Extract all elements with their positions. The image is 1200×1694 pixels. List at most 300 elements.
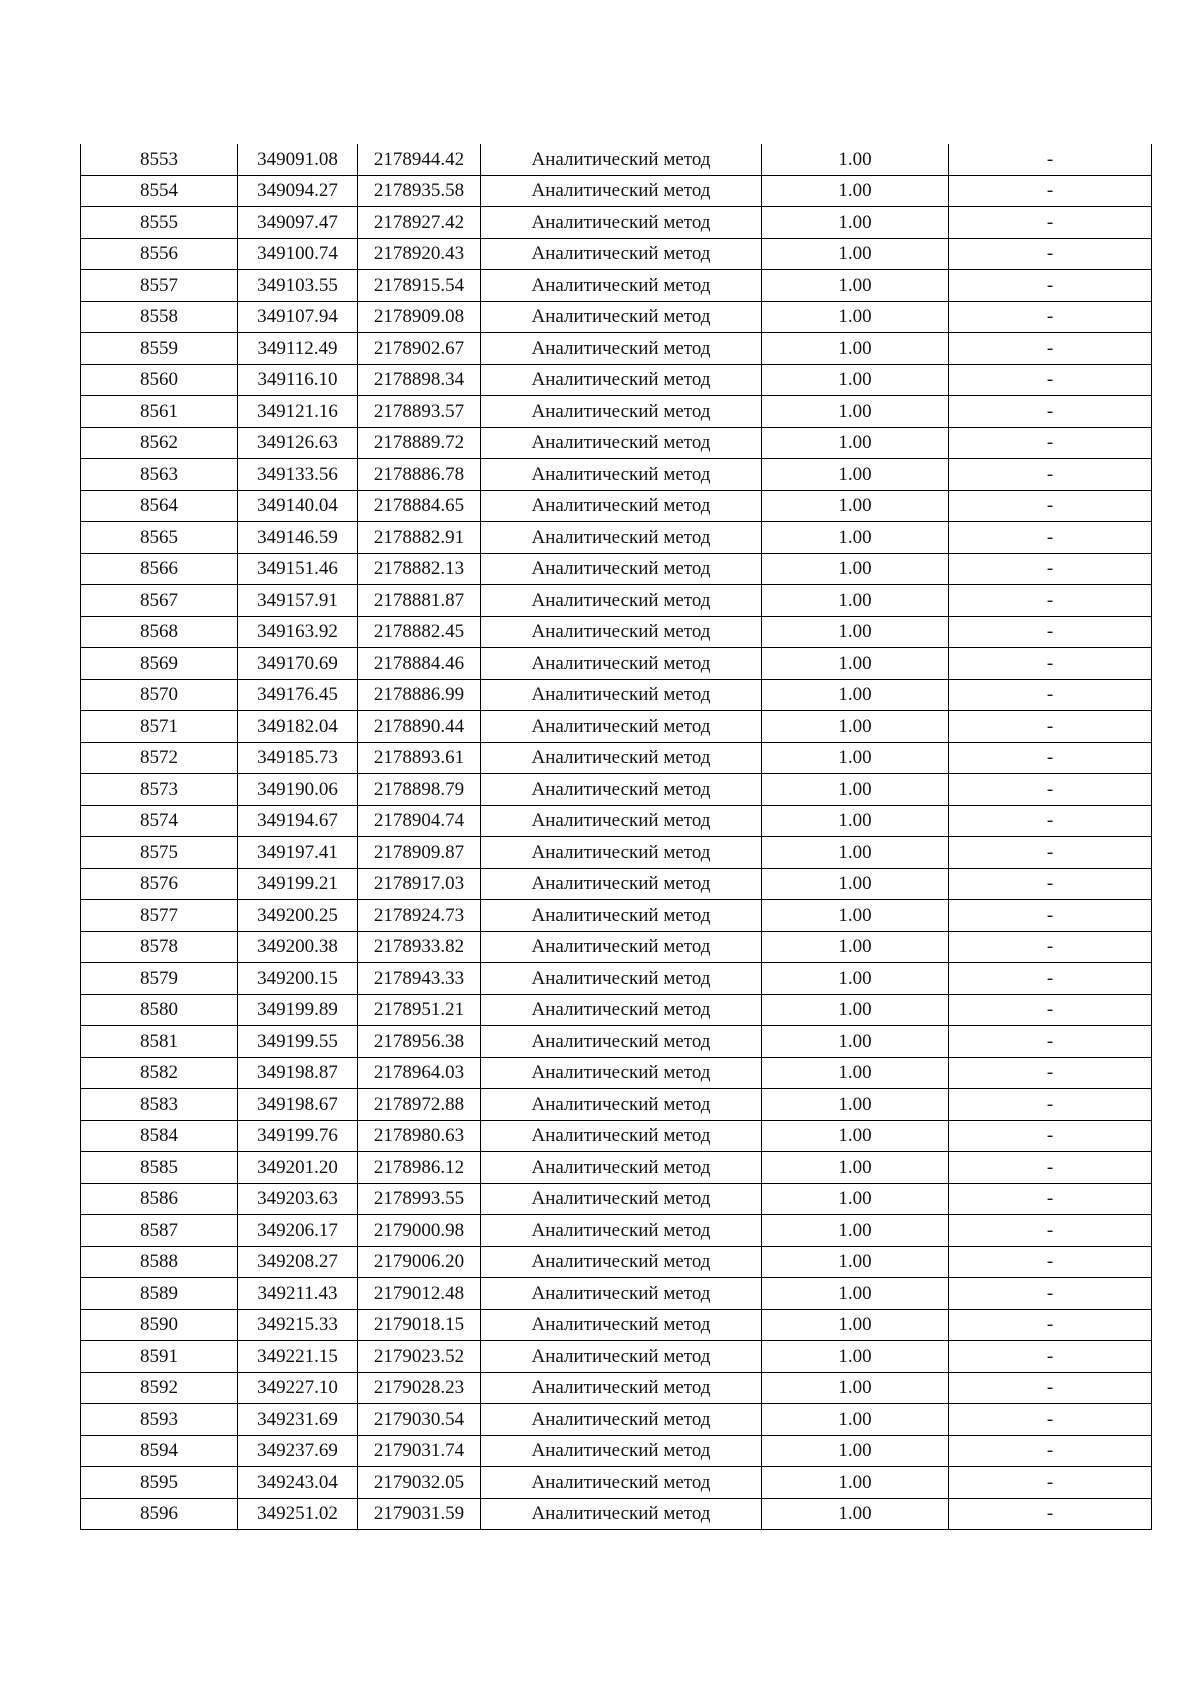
method-cell: Аналитический метод [481, 774, 762, 806]
description-cell: - [949, 742, 1152, 774]
accuracy-cell: 1.00 [762, 144, 949, 175]
x-coordinate-cell: 349200.15 [238, 963, 358, 995]
method-cell: Аналитический метод [481, 805, 762, 837]
description-cell: - [949, 459, 1152, 491]
method-cell: Аналитический метод [481, 1467, 762, 1499]
point-number-cell: 8588 [81, 1246, 238, 1278]
x-coordinate-cell: 349251.02 [238, 1498, 358, 1530]
table-row [81, 585, 1152, 617]
coordinates-table [80, 144, 1152, 1530]
description-cell: - [949, 144, 1152, 175]
table-row [81, 1215, 1152, 1247]
description-cell: - [949, 1089, 1152, 1121]
point-number-cell: 8575 [81, 837, 238, 869]
description-cell: - [949, 679, 1152, 711]
description-cell: - [949, 900, 1152, 932]
x-coordinate-cell: 349182.04 [238, 711, 358, 743]
accuracy-cell: 1.00 [762, 459, 949, 491]
description-cell: - [949, 711, 1152, 743]
description-cell: - [949, 270, 1152, 302]
point-number-cell: 8577 [81, 900, 238, 932]
x-coordinate-cell: 349163.92 [238, 616, 358, 648]
description-cell: - [949, 805, 1152, 837]
method-cell: Аналитический метод [481, 175, 762, 207]
point-number-cell: 8568 [81, 616, 238, 648]
x-coordinate-cell: 349133.56 [238, 459, 358, 491]
method-cell: Аналитический метод [481, 900, 762, 932]
point-number-cell: 8590 [81, 1309, 238, 1341]
y-coordinate-cell: 2178943.33 [358, 963, 481, 995]
table-row [81, 364, 1152, 396]
accuracy-cell: 1.00 [762, 837, 949, 869]
x-coordinate-cell: 349243.04 [238, 1467, 358, 1499]
point-number-cell: 8564 [81, 490, 238, 522]
method-cell: Аналитический метод [481, 301, 762, 333]
method-cell: Аналитический метод [481, 742, 762, 774]
y-coordinate-cell: 2178886.99 [358, 679, 481, 711]
description-cell: - [949, 301, 1152, 333]
accuracy-cell: 1.00 [762, 868, 949, 900]
description-cell: - [949, 1026, 1152, 1058]
description-cell: - [949, 1215, 1152, 1247]
point-number-cell: 8561 [81, 396, 238, 428]
description-cell: - [949, 963, 1152, 995]
point-number-cell: 8567 [81, 585, 238, 617]
table-row [81, 994, 1152, 1026]
table-row [81, 301, 1152, 333]
description-cell: - [949, 868, 1152, 900]
y-coordinate-cell: 2178917.03 [358, 868, 481, 900]
point-number-cell: 8560 [81, 364, 238, 396]
point-number-cell: 8574 [81, 805, 238, 837]
accuracy-cell: 1.00 [762, 1498, 949, 1530]
accuracy-cell: 1.00 [762, 994, 949, 1026]
point-number-cell: 8581 [81, 1026, 238, 1058]
description-cell: - [949, 364, 1152, 396]
point-number-cell: 8572 [81, 742, 238, 774]
x-coordinate-cell: 349211.43 [238, 1278, 358, 1310]
method-cell: Аналитический метод [481, 1341, 762, 1373]
x-coordinate-cell: 349170.69 [238, 648, 358, 680]
point-number-cell: 8589 [81, 1278, 238, 1310]
x-coordinate-cell: 349190.06 [238, 774, 358, 806]
point-number-cell: 8558 [81, 301, 238, 333]
description-cell: - [949, 522, 1152, 554]
x-coordinate-cell: 349100.74 [238, 238, 358, 270]
point-number-cell: 8585 [81, 1152, 238, 1184]
y-coordinate-cell: 2178893.57 [358, 396, 481, 428]
accuracy-cell: 1.00 [762, 805, 949, 837]
x-coordinate-cell: 349126.63 [238, 427, 358, 459]
description-cell: - [949, 553, 1152, 585]
description-cell: - [949, 774, 1152, 806]
table-row [81, 742, 1152, 774]
point-number-cell: 8563 [81, 459, 238, 491]
accuracy-cell: 1.00 [762, 1341, 949, 1373]
x-coordinate-cell: 349198.87 [238, 1057, 358, 1089]
description-cell: - [949, 1435, 1152, 1467]
y-coordinate-cell: 2178909.08 [358, 301, 481, 333]
table-row [81, 616, 1152, 648]
table-row [81, 175, 1152, 207]
accuracy-cell: 1.00 [762, 679, 949, 711]
table-row [81, 1467, 1152, 1499]
point-number-cell: 8578 [81, 931, 238, 963]
method-cell: Аналитический метод [481, 711, 762, 743]
y-coordinate-cell: 2178882.91 [358, 522, 481, 554]
accuracy-cell: 1.00 [762, 1152, 949, 1184]
description-cell: - [949, 490, 1152, 522]
table-row [81, 1026, 1152, 1058]
method-cell: Аналитический метод [481, 1404, 762, 1436]
x-coordinate-cell: 349103.55 [238, 270, 358, 302]
table-row [81, 1152, 1152, 1184]
x-coordinate-cell: 349107.94 [238, 301, 358, 333]
method-cell: Аналитический метод [481, 1215, 762, 1247]
accuracy-cell: 1.00 [762, 396, 949, 428]
description-cell: - [949, 175, 1152, 207]
point-number-cell: 8594 [81, 1435, 238, 1467]
description-cell: - [949, 396, 1152, 428]
point-number-cell: 8587 [81, 1215, 238, 1247]
accuracy-cell: 1.00 [762, 364, 949, 396]
accuracy-cell: 1.00 [762, 585, 949, 617]
description-cell: - [949, 1152, 1152, 1184]
description-cell: - [949, 1341, 1152, 1373]
method-cell: Аналитический метод [481, 679, 762, 711]
method-cell: Аналитический метод [481, 1089, 762, 1121]
table-row [81, 805, 1152, 837]
method-cell: Аналитический метод [481, 396, 762, 428]
x-coordinate-cell: 349199.21 [238, 868, 358, 900]
y-coordinate-cell: 2178915.54 [358, 270, 481, 302]
method-cell: Аналитический метод [481, 364, 762, 396]
accuracy-cell: 1.00 [762, 1026, 949, 1058]
x-coordinate-cell: 349201.20 [238, 1152, 358, 1184]
table-row [81, 490, 1152, 522]
accuracy-cell: 1.00 [762, 648, 949, 680]
description-cell: - [949, 427, 1152, 459]
point-number-cell: 8580 [81, 994, 238, 1026]
y-coordinate-cell: 2178890.44 [358, 711, 481, 743]
x-coordinate-cell: 349237.69 [238, 1435, 358, 1467]
description-cell: - [949, 1120, 1152, 1152]
accuracy-cell: 1.00 [762, 1278, 949, 1310]
x-coordinate-cell: 349094.27 [238, 175, 358, 207]
table-row [81, 774, 1152, 806]
description-cell: - [949, 1467, 1152, 1499]
method-cell: Аналитический метод [481, 963, 762, 995]
method-cell: Аналитический метод [481, 1152, 762, 1184]
y-coordinate-cell: 2178933.82 [358, 931, 481, 963]
x-coordinate-cell: 349112.49 [238, 333, 358, 365]
method-cell: Аналитический метод [481, 994, 762, 1026]
method-cell: Аналитический метод [481, 270, 762, 302]
method-cell: Аналитический метод [481, 868, 762, 900]
accuracy-cell: 1.00 [762, 522, 949, 554]
method-cell: Аналитический метод [481, 1498, 762, 1530]
accuracy-cell: 1.00 [762, 900, 949, 932]
x-coordinate-cell: 349097.47 [238, 207, 358, 239]
x-coordinate-cell: 349198.67 [238, 1089, 358, 1121]
point-number-cell: 8553 [81, 144, 238, 175]
table-row [81, 238, 1152, 270]
x-coordinate-cell: 349140.04 [238, 490, 358, 522]
y-coordinate-cell: 2178909.87 [358, 837, 481, 869]
point-number-cell: 8557 [81, 270, 238, 302]
method-cell: Аналитический метод [481, 1246, 762, 1278]
description-cell: - [949, 837, 1152, 869]
y-coordinate-cell: 2178898.79 [358, 774, 481, 806]
accuracy-cell: 1.00 [762, 711, 949, 743]
x-coordinate-cell: 349199.55 [238, 1026, 358, 1058]
x-coordinate-cell: 349199.89 [238, 994, 358, 1026]
description-cell: - [949, 585, 1152, 617]
point-number-cell: 8571 [81, 711, 238, 743]
table-row [81, 1341, 1152, 1373]
y-coordinate-cell: 2179012.48 [358, 1278, 481, 1310]
method-cell: Аналитический метод [481, 1372, 762, 1404]
point-number-cell: 8559 [81, 333, 238, 365]
table-row [81, 396, 1152, 428]
point-number-cell: 8582 [81, 1057, 238, 1089]
x-coordinate-cell: 349208.27 [238, 1246, 358, 1278]
description-cell: - [949, 1498, 1152, 1530]
accuracy-cell: 1.00 [762, 742, 949, 774]
y-coordinate-cell: 2178927.42 [358, 207, 481, 239]
description-cell: - [949, 994, 1152, 1026]
accuracy-cell: 1.00 [762, 1057, 949, 1089]
table-row [81, 522, 1152, 554]
point-number-cell: 8562 [81, 427, 238, 459]
table-row [81, 1372, 1152, 1404]
coordinates-table-body [81, 144, 1152, 1530]
accuracy-cell: 1.00 [762, 963, 949, 995]
accuracy-cell: 1.00 [762, 1183, 949, 1215]
description-cell: - [949, 616, 1152, 648]
point-number-cell: 8583 [81, 1089, 238, 1121]
table-row [81, 1246, 1152, 1278]
y-coordinate-cell: 2178972.88 [358, 1089, 481, 1121]
point-number-cell: 8576 [81, 868, 238, 900]
y-coordinate-cell: 2178889.72 [358, 427, 481, 459]
x-coordinate-cell: 349227.10 [238, 1372, 358, 1404]
table-row [81, 1183, 1152, 1215]
table-row [81, 1120, 1152, 1152]
accuracy-cell: 1.00 [762, 175, 949, 207]
accuracy-cell: 1.00 [762, 301, 949, 333]
accuracy-cell: 1.00 [762, 1372, 949, 1404]
description-cell: - [949, 1246, 1152, 1278]
y-coordinate-cell: 2178924.73 [358, 900, 481, 932]
y-coordinate-cell: 2178884.65 [358, 490, 481, 522]
y-coordinate-cell: 2179018.15 [358, 1309, 481, 1341]
description-cell: - [949, 1183, 1152, 1215]
y-coordinate-cell: 2178881.87 [358, 585, 481, 617]
accuracy-cell: 1.00 [762, 207, 949, 239]
y-coordinate-cell: 2178898.34 [358, 364, 481, 396]
x-coordinate-cell: 349091.08 [238, 144, 358, 175]
table-row [81, 333, 1152, 365]
y-coordinate-cell: 2178951.21 [358, 994, 481, 1026]
table-row [81, 963, 1152, 995]
point-number-cell: 8591 [81, 1341, 238, 1373]
y-coordinate-cell: 2179031.74 [358, 1435, 481, 1467]
y-coordinate-cell: 2178882.45 [358, 616, 481, 648]
table-row [81, 679, 1152, 711]
table-row [81, 553, 1152, 585]
method-cell: Аналитический метод [481, 585, 762, 617]
x-coordinate-cell: 349194.67 [238, 805, 358, 837]
point-number-cell: 8584 [81, 1120, 238, 1152]
x-coordinate-cell: 349116.10 [238, 364, 358, 396]
point-number-cell: 8569 [81, 648, 238, 680]
y-coordinate-cell: 2179028.23 [358, 1372, 481, 1404]
table-row [81, 648, 1152, 680]
table-row [81, 1309, 1152, 1341]
x-coordinate-cell: 349185.73 [238, 742, 358, 774]
method-cell: Аналитический метод [481, 207, 762, 239]
method-cell: Аналитический метод [481, 144, 762, 175]
table-row [81, 270, 1152, 302]
accuracy-cell: 1.00 [762, 1467, 949, 1499]
x-coordinate-cell: 349200.25 [238, 900, 358, 932]
description-cell: - [949, 238, 1152, 270]
x-coordinate-cell: 349157.91 [238, 585, 358, 617]
method-cell: Аналитический метод [481, 522, 762, 554]
y-coordinate-cell: 2179032.05 [358, 1467, 481, 1499]
table-row [81, 837, 1152, 869]
point-number-cell: 8565 [81, 522, 238, 554]
x-coordinate-cell: 349199.76 [238, 1120, 358, 1152]
y-coordinate-cell: 2179000.98 [358, 1215, 481, 1247]
method-cell: Аналитический метод [481, 1026, 762, 1058]
table-row [81, 868, 1152, 900]
accuracy-cell: 1.00 [762, 774, 949, 806]
description-cell: - [949, 1372, 1152, 1404]
description-cell: - [949, 207, 1152, 239]
point-number-cell: 8592 [81, 1372, 238, 1404]
accuracy-cell: 1.00 [762, 1089, 949, 1121]
method-cell: Аналитический метод [481, 931, 762, 963]
accuracy-cell: 1.00 [762, 1309, 949, 1341]
method-cell: Аналитический метод [481, 1183, 762, 1215]
table-row [81, 1435, 1152, 1467]
accuracy-cell: 1.00 [762, 238, 949, 270]
description-cell: - [949, 1404, 1152, 1436]
table-row [81, 1089, 1152, 1121]
table-row [81, 1057, 1152, 1089]
point-number-cell: 8595 [81, 1467, 238, 1499]
point-number-cell: 8555 [81, 207, 238, 239]
x-coordinate-cell: 349200.38 [238, 931, 358, 963]
y-coordinate-cell: 2178904.74 [358, 805, 481, 837]
method-cell: Аналитический метод [481, 333, 762, 365]
method-cell: Аналитический метод [481, 238, 762, 270]
accuracy-cell: 1.00 [762, 1120, 949, 1152]
y-coordinate-cell: 2178956.38 [358, 1026, 481, 1058]
y-coordinate-cell: 2179031.59 [358, 1498, 481, 1530]
point-number-cell: 8566 [81, 553, 238, 585]
method-cell: Аналитический метод [481, 1120, 762, 1152]
accuracy-cell: 1.00 [762, 1246, 949, 1278]
x-coordinate-cell: 349197.41 [238, 837, 358, 869]
y-coordinate-cell: 2179023.52 [358, 1341, 481, 1373]
table-row [81, 711, 1152, 743]
accuracy-cell: 1.00 [762, 553, 949, 585]
accuracy-cell: 1.00 [762, 427, 949, 459]
accuracy-cell: 1.00 [762, 270, 949, 302]
x-coordinate-cell: 349176.45 [238, 679, 358, 711]
y-coordinate-cell: 2178935.58 [358, 175, 481, 207]
x-coordinate-cell: 349206.17 [238, 1215, 358, 1247]
description-cell: - [949, 1309, 1152, 1341]
method-cell: Аналитический метод [481, 553, 762, 585]
method-cell: Аналитический метод [481, 427, 762, 459]
point-number-cell: 8570 [81, 679, 238, 711]
point-number-cell: 8579 [81, 963, 238, 995]
description-cell: - [949, 1278, 1152, 1310]
table-row [81, 1278, 1152, 1310]
method-cell: Аналитический метод [481, 459, 762, 491]
point-number-cell: 8573 [81, 774, 238, 806]
method-cell: Аналитический метод [481, 837, 762, 869]
table-row [81, 1404, 1152, 1436]
y-coordinate-cell: 2178886.78 [358, 459, 481, 491]
x-coordinate-cell: 349203.63 [238, 1183, 358, 1215]
accuracy-cell: 1.00 [762, 1435, 949, 1467]
y-coordinate-cell: 2179030.54 [358, 1404, 481, 1436]
x-coordinate-cell: 349146.59 [238, 522, 358, 554]
y-coordinate-cell: 2178902.67 [358, 333, 481, 365]
y-coordinate-cell: 2179006.20 [358, 1246, 481, 1278]
y-coordinate-cell: 2178993.55 [358, 1183, 481, 1215]
description-cell: - [949, 648, 1152, 680]
point-number-cell: 8556 [81, 238, 238, 270]
x-coordinate-cell: 349215.33 [238, 1309, 358, 1341]
y-coordinate-cell: 2178882.13 [358, 553, 481, 585]
y-coordinate-cell: 2178964.03 [358, 1057, 481, 1089]
method-cell: Аналитический метод [481, 490, 762, 522]
method-cell: Аналитический метод [481, 648, 762, 680]
table-row [81, 931, 1152, 963]
y-coordinate-cell: 2178884.46 [358, 648, 481, 680]
y-coordinate-cell: 2178980.63 [358, 1120, 481, 1152]
description-cell: - [949, 1057, 1152, 1089]
description-cell: - [949, 931, 1152, 963]
y-coordinate-cell: 2178893.61 [358, 742, 481, 774]
y-coordinate-cell: 2178920.43 [358, 238, 481, 270]
table-row [81, 900, 1152, 932]
y-coordinate-cell: 2178944.42 [358, 144, 481, 175]
accuracy-cell: 1.00 [762, 931, 949, 963]
point-number-cell: 8593 [81, 1404, 238, 1436]
table-row [81, 459, 1152, 491]
x-coordinate-cell: 349151.46 [238, 553, 358, 585]
accuracy-cell: 1.00 [762, 1215, 949, 1247]
method-cell: Аналитический метод [481, 1309, 762, 1341]
y-coordinate-cell: 2178986.12 [358, 1152, 481, 1184]
method-cell: Аналитический метод [481, 1435, 762, 1467]
point-number-cell: 8596 [81, 1498, 238, 1530]
x-coordinate-cell: 349121.16 [238, 396, 358, 428]
method-cell: Аналитический метод [481, 1057, 762, 1089]
accuracy-cell: 1.00 [762, 1404, 949, 1436]
table-row [81, 207, 1152, 239]
table-row [81, 427, 1152, 459]
point-number-cell: 8586 [81, 1183, 238, 1215]
method-cell: Аналитический метод [481, 1278, 762, 1310]
